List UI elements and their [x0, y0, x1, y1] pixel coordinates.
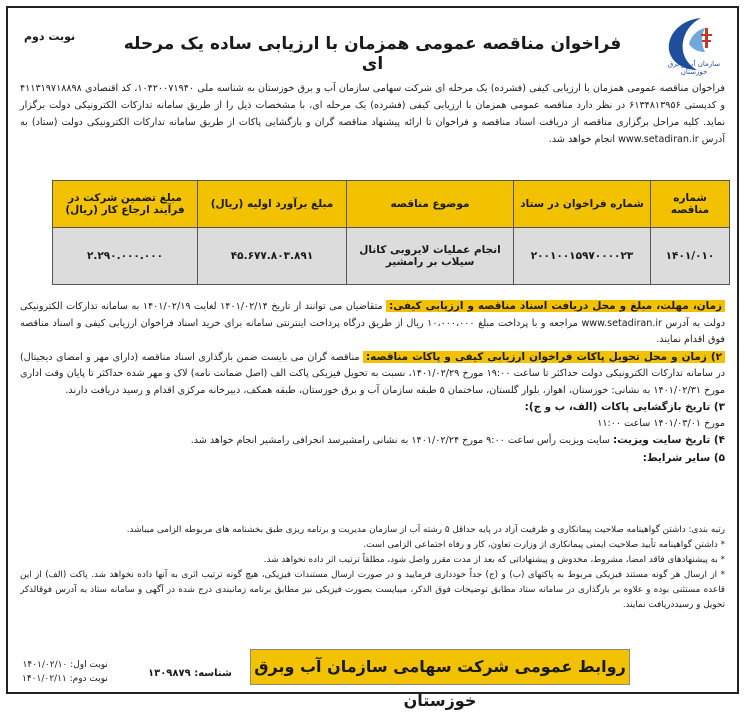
condition-item: * از ارسال هر گونه مستند فیزیکی مربوط به پاکتهای (ب) و (ج) جداً خودداری فرمایید و در صورت ارسال مستندات فیزیکی، هیچ گونه ترتیب اثری به آنها داده نخواهد شد. پاکت (الف) از این قاعده مستثنی بوده و علاوه بر بارگذاری در سامانه ستاد مطابق توضیحات فوق الذکر، میبایست بصورت فیزیکی نیز مطابق برنامه زمانبندی درج شده در آگهی و سامانه ستاد به آدرس فوقالذکر تحویل و رسیددریافت نمایند. — [20, 570, 725, 610]
section-4-heading: ۴) تاریخ سایت ویزیت: — [612, 434, 725, 446]
section-5-heading: ۵) سایر شرایط: — [642, 451, 725, 464]
section-3 — [20, 399, 725, 432]
section-4 — [20, 432, 725, 450]
logo-caption: سازمان آب و برق خوزستان — [667, 60, 721, 76]
shenase — [148, 668, 232, 679]
section-1 — [20, 298, 725, 349]
cell-call-number: ۲۰۰۱۰۰۱۵۹۷۰۰۰۰۲۳ — [514, 228, 651, 285]
condition-item: * داشتن گواهینامه تأیید صلاحیت ایمنی پیمانکاری از وزارت تعاون، کار و رفاه اجتماعی الزامی است. — [363, 540, 725, 550]
conditions-list — [20, 523, 725, 613]
edition-label: نوبت دوم — [24, 30, 76, 43]
section-2 — [20, 349, 725, 400]
table-header-row — [53, 181, 730, 228]
condition-item: * به پیشنهادهای فاقد امضا، مشروط، مخدوش و پیشنهاداتی که بعد از مدت مقرر واصل شود، مطلقاً ترتیب اثر داده نخواهد شد. — [263, 555, 725, 565]
header — [8, 8, 737, 76]
col-subject: موضوع مناقصه — [347, 181, 514, 228]
cell-guarantee: ۲.۲۹۰.۰۰۰.۰۰۰ — [53, 228, 198, 285]
section-1-heading: زمان، مهلت، مبلغ و محل دریافت اسناد مناقصه و ارزیابی کیفی: — [386, 300, 725, 312]
section-1-body: متقاضیان می توانند از تاریخ ۱۴۰۱/۰۲/۱۴ لغایت ۱۴۰۱/۰۲/۱۹ به سامانه تدارکات الکترونیکی دولت به آدرس www.setadiran.ir مراجعه و با پرداخت مبلغ ۱۰،۰۰۰،۰۰۰ ریال از طریق درگاه پرداخت اینترنتی سامانه برای خرید اسناد فراخوان ارزیابی کیفی و اسناد مناقصه فوق اقدام نمایند. — [20, 301, 725, 345]
col-call-number: شماره فراخوان در ستاد — [514, 181, 651, 228]
condition-item: رتبه بندی: داشتن گواهینامه صلاحیت پیمانکاری و ظرفیت آزاد در پایه حداقل ۵ رشته آب از سازمان مدیریت و برنامه ریزی طبق بخشنامه های مربوطه الزامی میباشد. — [126, 525, 725, 535]
col-tender-number: شماره مناقصه — [651, 181, 730, 228]
intro-paragraph: فراخوان مناقصه عمومی همزمان با ارزیابی کیفی (فشرده) یک مرحله ای شرکت سهامی سازمان آب و برق خوزستان به شناسه ملی ۱۰۴۲۰۰۷۱۹۴۰، کد اقتصادی ۴۱۱۳۱۹۷۱۸۸۹۸ و کدپستی ۶۱۳۴۸۱۳۹۵۶ در نظر دارد مناقصه عمومی همزمان با ارزیابی کیفی (فشرده) یک مرحله ای، با مشخصات ذیل را از طریق سامانه تدارکات الکترونیکی دولت برگزار نماید. کلیه مراحل برگزاری مناقصه از دریافت اسناد مناقصه و فراخوان تا ارائه پیشنهاد مناقصه گران و بازگشایی پاکات از طریق سامانه تدارکات الکترونیکی دولت (ستاد) به آدرس www.setadiran.ir انجام خواهد شد. — [20, 83, 725, 145]
tender-notice — [6, 6, 739, 710]
section-4-body: سایت ویزیت رأس ساعت ۹:۰۰ مورخ ۱۴۰۱/۰۲/۲۴ به نشانی رامشیرسد انحرافی رامشیر انجام خواهد شد. — [190, 435, 610, 446]
cell-subject: انجام عملیات لایروبی کانال سیلاب بر رامشیر — [347, 228, 514, 285]
cell-tender-number: ۱۴۰۱/۰۱۰ — [651, 228, 730, 285]
table-row — [53, 228, 730, 285]
section-3-body: مورخ ۱۴۰۱/۰۳/۰۱ ساعت ۱۱:۰۰ — [597, 417, 725, 429]
shenase-value: ۱۳۰۹۸۷۹ — [148, 668, 191, 679]
section-2-body: مناقصه گران می بایست ضمن بارگذاری اسناد مناقصه (دارای مهر و امضای دیجیتال) در سامانه تدارکات الکترونیکی دولت حداکثر تا ساعت ۱۹:۰۰ مورخ ۱۴۰۱/۰۲/۲۹، نسبت به تحویل فیزیکی پاکت الف (اصل ضمانت نامه) لاک و مهر شده حداکثر تا پایان وقت اداری مورخ ۱۴۰۱/۰۲/۳۱ به نشانی: خوزستان، اهواز، بلوار گلستان، ساختمان ۵ طبقه سازمان آب و برق خوزستان، طبقه همکف، دبیرخانه مرکزی اقدام و رسید دریافت دارند. — [20, 351, 725, 396]
date-second: نوبت دوم: ۱۴۰۱/۰۲/۱۱ — [22, 674, 108, 684]
tender-table — [52, 180, 730, 285]
section-2-heading: ۲) زمان و محل تحویل پاکات فراخوان ارزیابی کیفی و پاکات مناقصه: — [363, 351, 725, 363]
section-3-heading: ۳) تاریخ بازگشایی پاکات (الف، ب و ج): — [524, 401, 725, 413]
shenase-label: شناسه: — [194, 668, 232, 679]
publication-dates — [22, 658, 108, 686]
section-5 — [20, 450, 725, 468]
sections — [20, 298, 725, 467]
col-guarantee: مبلغ تضمین شرکت در فرآیند ارجاع کار (ریال) — [53, 181, 198, 228]
public-relations-banner: روابط عمومی شرکت سهامی سازمان آب وبرق خوزستان — [250, 649, 630, 685]
col-estimate: مبلغ برآورد اولیه (ریال) — [198, 181, 347, 228]
date-first: نوبت اول: ۱۴۰۱/۰۲/۱۰ — [22, 660, 108, 670]
notice-title: فراخوان مناقصه عمومی همزمان با ارزیابی ساده یک مرحله ای — [123, 34, 622, 74]
cell-estimate: ۴۵.۶۷۷.۸۰۳.۸۹۱ — [198, 228, 347, 285]
